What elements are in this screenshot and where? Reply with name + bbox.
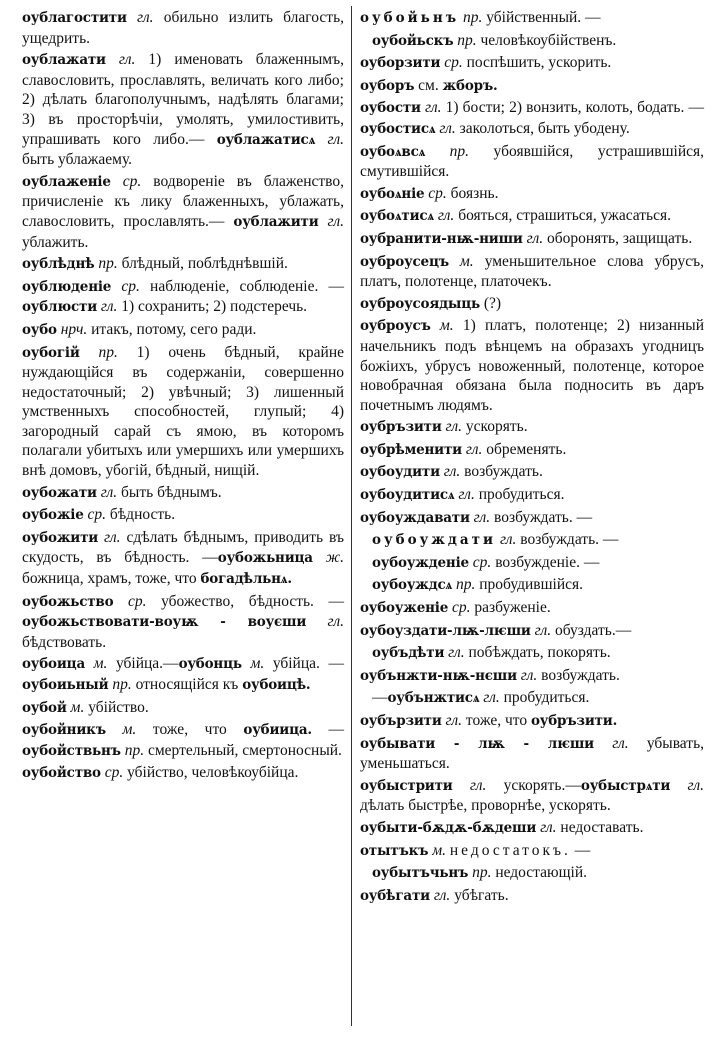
headword: оубоѧвсѧ: [360, 143, 426, 160]
definition-text: божница, храмъ, тоже, что: [22, 570, 201, 588]
definition-text: обуздать.—: [551, 621, 632, 639]
dictionary-entry: [22, 50, 344, 170]
grammar-label: ср.: [444, 54, 463, 72]
headword: оубожьство: [22, 593, 114, 610]
definition-text: блѣдный, поблѣднѣвшій.: [117, 255, 288, 273]
grammar-label: гл.: [612, 734, 629, 752]
grammar-label: гл.: [137, 9, 154, 26]
headword: оубойникъ: [22, 722, 106, 739]
dictionary-entry: [360, 734, 704, 774]
definition-text: уменьшительное слова убрусъ, платъ, полотенце, платочекъ.: [360, 252, 705, 291]
headword: оубързити: [360, 713, 442, 729]
definition-text: [106, 721, 123, 738]
headword: оубонць: [178, 656, 242, 673]
dictionary-entry: [360, 76, 704, 97]
definition-text: дѣлать быстрѣе, проворнѣе, ускорять.: [360, 797, 611, 815]
definition-text: [449, 253, 460, 270]
grammar-label: гл.: [469, 776, 487, 794]
definition-text: возбуждать.: [460, 463, 543, 481]
headword: оублажатисѧ: [216, 131, 316, 148]
definition-text: побѣждать, покорять.: [464, 644, 611, 662]
grammar-label: пр.: [124, 741, 145, 759]
dictionary-entry: [360, 643, 704, 664]
headword: оубойство: [22, 765, 101, 782]
definition-text: [113, 593, 128, 610]
headword: оубоиьный: [22, 677, 109, 693]
definition-text: убѣгать.: [450, 886, 509, 904]
headword: оубоицѣ.: [242, 677, 311, 693]
headword: оубостисѧ: [360, 120, 436, 137]
dictionary-entry: [360, 252, 704, 292]
dictionary-entry: [360, 440, 704, 461]
headword: оубъдѣти: [372, 645, 445, 662]
grammar-label: нрч.: [60, 320, 88, 338]
headword: оуброусецъ: [360, 253, 449, 270]
definition-text: [106, 51, 119, 68]
dictionary-entry: [22, 172, 344, 252]
definition-text: наблюденіе, соблюденіе. —: [139, 277, 344, 295]
headword: оубънжтисѧ: [387, 690, 480, 707]
definition-text: [670, 777, 687, 794]
definition-text: —: [372, 689, 388, 707]
dictionary-entry: [360, 508, 704, 529]
headword: оуборъ: [360, 77, 415, 94]
grammar-label: ср.: [104, 764, 124, 782]
dictionary-entry: [360, 863, 704, 884]
definition-text: оборонять, защищать.: [543, 229, 693, 247]
dictionary-entry: [22, 592, 344, 653]
grammar-label: пр.: [112, 676, 132, 693]
definition-text: [431, 317, 440, 334]
grammar-label: гл.: [473, 508, 491, 526]
definition-text: [80, 344, 99, 361]
headword: оубоуждати: [372, 532, 497, 549]
dictionary-entry: [22, 320, 344, 341]
dictionary-entry: [22, 720, 344, 761]
grammar-label: пр.: [449, 142, 470, 160]
headword: оублажити: [233, 213, 319, 230]
definition-text: 1) сохранить; 2) подстеречь.: [117, 298, 308, 316]
headword: оубыстрѧти: [580, 777, 671, 794]
grammar-label: гл.: [433, 886, 451, 904]
grammar-label: гл.: [327, 212, 344, 230]
dictionary-entry: [22, 505, 344, 526]
grammar-label: пр.: [455, 576, 476, 594]
headword: оубой: [22, 699, 67, 716]
definition-text: —: [311, 721, 345, 739]
grammar-label: м.: [93, 655, 108, 673]
grammar-label: гл.: [458, 486, 475, 504]
grammar-label: гл.: [327, 130, 344, 148]
definition-text: относящійся къ: [131, 676, 243, 693]
definition-text: смертельный, смертоносный.: [144, 741, 342, 759]
dictionary-entry: [360, 316, 704, 415]
headword: оубранити-нѭ-ниши: [360, 230, 523, 247]
grammar-label: гл.: [526, 229, 544, 247]
grammar-label: ср.: [122, 172, 142, 190]
headword: оубожити: [22, 529, 99, 546]
definition-text: [111, 278, 121, 295]
dictionary-entry: [360, 31, 704, 52]
grammar-label: гл.: [687, 776, 704, 794]
definition-text: 1) очень бѣдный, крайне нуждающійся въ содержаніи, совершенно недостаточный; 2) увѣчный; 3) лишенный умственныхъ способностей, глупый; 4) загородный сарай съ ямою, въ которомъ полагали убитыхъ или умершихъ или умершихъ внѣ домовъ, убогій, бѣдный, нищій.: [22, 343, 345, 480]
grammar-label: гл.: [100, 483, 118, 501]
definition-text: возбуждать. —: [490, 508, 593, 526]
dictionary-entry: [360, 206, 704, 227]
definition-text: ускорять.: [462, 418, 528, 436]
grammar-label: гл.: [499, 531, 517, 549]
definition-text: заколоться, быть убодену.: [455, 119, 630, 137]
headword: оубрѣменити: [360, 441, 462, 458]
definition-text: см.: [414, 76, 443, 94]
grammar-label: гл.: [465, 440, 483, 458]
dictionary-entry: [22, 654, 344, 695]
definition-text: возбуждать. —: [516, 531, 619, 549]
dictionary-entry: [360, 621, 704, 642]
grammar-label: ср.: [121, 277, 140, 295]
headword: оуброусоядыць: [360, 295, 481, 312]
grammar-label: гл.: [443, 463, 461, 481]
definition-text: сдѣлать бѣднымъ, приводить въ скудость, въ бѣдность. —: [22, 528, 344, 567]
headword: оублюденіе: [22, 278, 112, 295]
dictionary-entry: [360, 711, 704, 732]
definition-text: [313, 549, 326, 566]
grammar-label: гл.: [437, 207, 455, 225]
dictionary-entry: [360, 688, 704, 709]
headword: оубойьнъ: [360, 10, 460, 26]
grammar-label: гл.: [118, 51, 136, 69]
grammar-label: пр.: [98, 343, 118, 361]
headword: оубоуздати-лѭ-лѥши: [360, 622, 531, 639]
grammar-label: гл.: [520, 666, 538, 684]
definition-text: итакъ, потому, сего ради.: [87, 320, 257, 338]
grammar-label: гл.: [100, 298, 118, 316]
dictionary-entry: [360, 553, 704, 574]
headword: оубоудити: [360, 464, 440, 481]
dictionary-entry: [22, 763, 344, 784]
definition-text: [453, 777, 470, 794]
definition-text: 1) платъ, полотенце; 2) низанный начельникъ подъ вѣнцемъ на образахъ угодницъ божіихъ, убрусъ новоженный, полотенце, которое новобрачная обязана была подносить въ даръ почетнымъ людямъ.: [360, 317, 705, 414]
dictionary-entry: [360, 485, 704, 506]
headword: оубо: [22, 321, 57, 338]
definition-text: [319, 213, 328, 230]
grammar-label: м.: [70, 698, 85, 716]
definition-text: 1) именовать блаженнымъ, славословить, прославлять, величать кого либо; 2) дѣлать благополучнымъ, надѣлять благами; 3) въ просторѣчіи, умолять, умилостивить, упрашивать кого либо.—: [22, 51, 344, 148]
dictionary-entry: [360, 841, 704, 862]
definition-text: убоявшійся, устрашившійся, смутившійся.: [360, 142, 705, 181]
headword: оублагостити: [22, 10, 127, 26]
grammar-label: ср.: [452, 599, 471, 617]
definition-text: убійство, человѣкоубійца.: [123, 764, 299, 782]
headword: оубоѧтисѧ: [360, 208, 434, 225]
definition-text: водвореніе въ блаженство, причисленіе къ лику блаженныхъ, ублажать, славословить, прославлять.—: [22, 172, 345, 230]
definition-text: убійство.: [84, 698, 149, 716]
headword: оубожьница: [217, 550, 313, 567]
grammar-label: гл.: [534, 621, 552, 639]
grammar-label: м.: [250, 655, 265, 673]
definition-text: человѣкоубійственъ.: [476, 31, 617, 49]
headword: оубръзити.: [530, 713, 618, 729]
definition-text: (?): [480, 294, 502, 312]
grammar-label: гл.: [448, 644, 465, 662]
dictionary-entry: [22, 528, 344, 590]
headword: богадѣльнѧ.: [200, 571, 292, 588]
grammar-label: гл.: [540, 818, 557, 836]
headword: оубиица.: [243, 722, 312, 739]
dictionary-entry: [360, 462, 704, 483]
headword: оубѣгати: [360, 887, 430, 904]
dictionary-entry: [360, 229, 704, 250]
definition-text: [111, 173, 123, 190]
grammar-label: пр.: [98, 255, 118, 273]
dictionary-entry: [360, 53, 704, 74]
definition-text: пробудиться.: [499, 689, 590, 707]
grammar-label: м.: [432, 841, 446, 859]
headword: оублѣднѣ: [22, 256, 95, 273]
right-column: [360, 8, 704, 908]
dictionary-entry: [360, 575, 704, 596]
dictionary-entry: [360, 8, 704, 29]
grammar-label: гл.: [104, 528, 121, 546]
definition-text: возбуждать.: [537, 666, 620, 684]
grammar-label: гл.: [439, 119, 456, 137]
grammar-label: ср.: [428, 184, 447, 202]
dictionary-entry: [22, 343, 344, 481]
left-column: [22, 8, 344, 786]
headword: оублаженіе: [22, 173, 111, 190]
dictionary-entry: [360, 776, 704, 816]
dictionary-entry: [360, 417, 704, 438]
headword: оубогій: [22, 344, 80, 361]
column-divider: [351, 6, 352, 1026]
dictionary-entry: [360, 886, 704, 907]
definition-text: бѣдствовать.: [22, 633, 107, 651]
headword: оубръзити: [360, 419, 442, 436]
definition-text: разбуженіе.: [470, 599, 551, 617]
definition-text: [425, 143, 450, 160]
dictionary-entry: [360, 184, 704, 205]
headword: оубожьствовати-воуѭ - воуєши: [22, 614, 307, 631]
definition-text: тоже, что: [462, 712, 531, 729]
grammar-label: ср.: [472, 553, 492, 571]
grammar-label: ср.: [128, 592, 147, 610]
dictionary-entry: [360, 666, 704, 687]
dictionary-entry: [22, 8, 344, 48]
definition-text: бояться, страшиться, ужасаться.: [454, 207, 671, 225]
grammar-label: пр.: [462, 9, 483, 26]
headword: оубыстрити: [360, 777, 453, 794]
definition-text: возбужденіе. —: [491, 553, 600, 571]
dictionary-entry: [360, 818, 704, 839]
grammar-label: пр.: [472, 864, 492, 882]
headword: оубънжти-нѭ-нєши: [360, 667, 517, 684]
dictionary-entry: [22, 254, 344, 275]
headword: оубожіе: [22, 507, 84, 524]
definition-text: недоставать.: [556, 818, 644, 836]
headword: отытъкъ: [360, 842, 429, 859]
grammar-label: гл.: [425, 99, 442, 117]
grammar-label: гл.: [445, 712, 463, 729]
definition-text: убійца. —: [264, 655, 344, 673]
grammar-label: гл.: [483, 689, 500, 707]
headword: оубоужденіе: [372, 554, 469, 571]
grammar-label: м.: [122, 721, 137, 739]
headword: оубытъчьнъ: [372, 865, 469, 882]
definition-text: [315, 131, 327, 148]
headword: оубоуженіе: [360, 600, 449, 617]
definition-text: пробудившійся.: [475, 576, 584, 594]
headword: оубожати: [22, 484, 97, 501]
grammar-label: гл.: [327, 613, 344, 631]
dictionary-entry: [360, 530, 704, 551]
definition-text: боязнь.: [446, 184, 499, 202]
definition-text: [306, 613, 327, 630]
headword: оубоудитисѧ: [360, 487, 455, 504]
dictionary-entry: [360, 142, 704, 182]
dictionary-entry: [22, 698, 344, 719]
headword: оублюсти: [22, 299, 98, 316]
dictionary-entry: [360, 598, 704, 619]
definition-text: быть бѣднымъ.: [117, 483, 222, 501]
headword: оубыти-бѫдѫ-бѫдеши: [360, 819, 537, 836]
definition-text: убійца.—: [107, 655, 179, 673]
definition-text: убійственный. —: [482, 9, 601, 26]
definition-text: тоже, что: [136, 721, 244, 739]
dictionary-entry: [360, 98, 704, 139]
headword: жборъ.: [442, 77, 498, 94]
definition-text: [594, 735, 612, 752]
definition-text: 1) бости; 2) вонзить, колоть, бодать. —: [441, 99, 704, 117]
headword: оубойьскъ: [372, 32, 454, 49]
definition-text: обременять.: [482, 440, 567, 458]
headword: оублажати: [22, 52, 106, 69]
definition-text: ублажить.: [22, 233, 89, 251]
headword: оубоѧніе: [360, 185, 425, 202]
definition-text: недостатокъ.: [449, 841, 571, 859]
grammar-label: м.: [459, 252, 474, 270]
dictionary-entry: [22, 277, 344, 318]
headword: оубывати - лѭ - лѥши: [360, 735, 594, 752]
definition-text: [85, 655, 94, 672]
headword: оубойствьнъ: [22, 742, 121, 759]
definition-text: недостающій.: [491, 864, 588, 882]
dictionary-entry: [22, 483, 344, 504]
headword: оуброусъ: [360, 318, 431, 335]
definition-text: убожество, бѣдность. —: [146, 592, 345, 610]
definition-text: убывать, уменьшаться.: [360, 734, 705, 773]
grammar-label: пр.: [457, 31, 477, 49]
headword: оуборзити: [360, 55, 441, 72]
definition-text: бѣдность.: [106, 506, 176, 524]
definition-text: обильно излить благость, ущедрить.: [22, 9, 345, 47]
headword: оубоуждавати: [360, 509, 470, 526]
headword: оубоица: [22, 656, 85, 673]
definition-text: быть ублажаему.: [22, 151, 133, 169]
headword: оубоуждсѧ: [372, 577, 453, 594]
definition-text: [127, 9, 137, 26]
dictionary-entry: [360, 294, 704, 315]
grammar-label: ср.: [87, 506, 106, 524]
grammar-label: м.: [439, 317, 454, 335]
definition-text: ускорять.—: [486, 776, 581, 794]
grammar-label: ж.: [325, 549, 344, 567]
definition-text: —: [570, 841, 591, 859]
headword: оубости: [360, 100, 421, 117]
definition-text: поспѣшить, ускорить.: [462, 54, 612, 72]
grammar-label: гл.: [445, 418, 463, 436]
definition-text: пробудиться.: [474, 486, 565, 504]
